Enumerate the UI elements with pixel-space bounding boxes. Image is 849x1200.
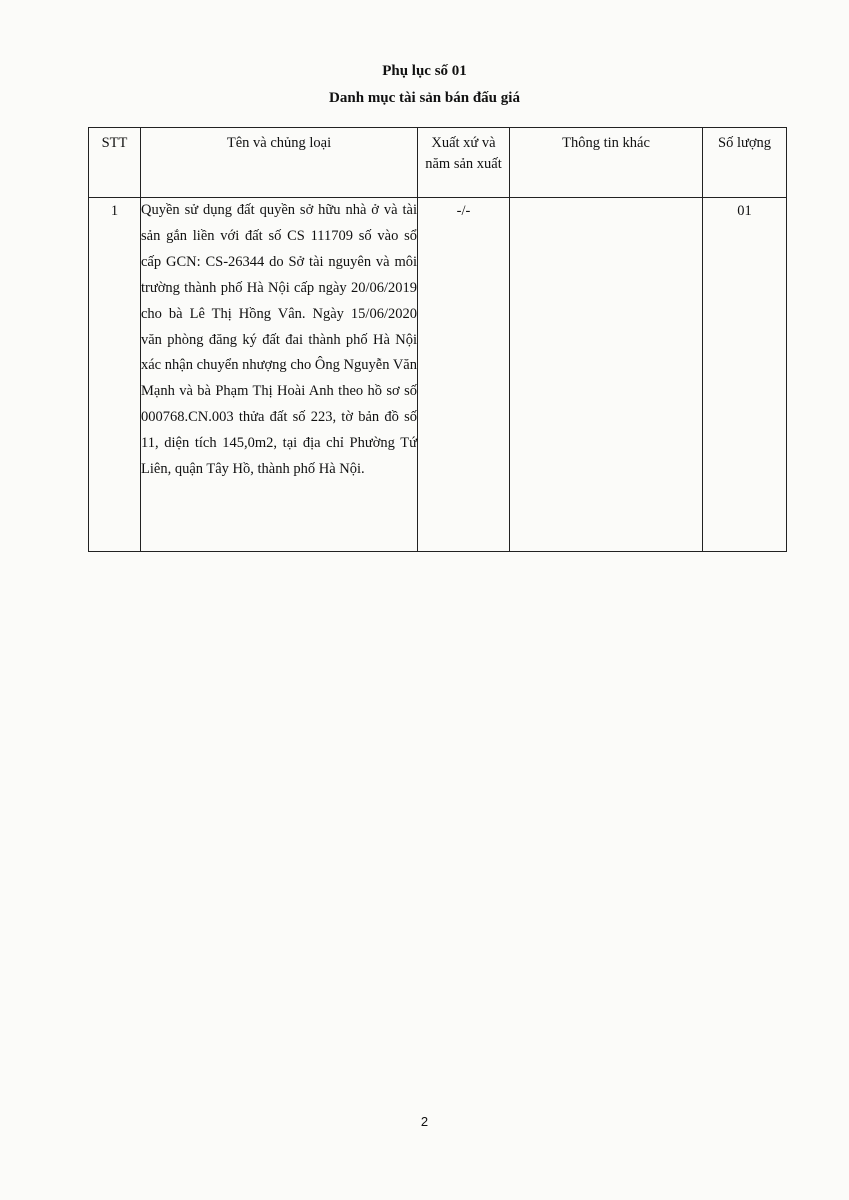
page-number: 2: [420, 1114, 429, 1129]
appendix-subtitle: Danh mục tài sản bán đấu giá: [329, 90, 520, 106]
cell-quantity: 01: [703, 198, 787, 552]
cell-other: [510, 198, 703, 552]
column-header-stt: STT: [89, 128, 141, 198]
cell-name: Quyền sử dụng đất quyền sở hữu nhà ở và tài sản gắn liền với đất số CS 111709 số vào sổ cấp GCN: CS-26344 do Sở tài nguyên và môi trường thành phố Hà Nội cấp ngày 20/06/2019 cho bà Lê Thị Hồng Vân. Ngày 15/06/2020 văn phòng đăng ký đất đai thành phố Hà Nội xác nhận chuyển nhượng cho Ông Nguyễn Văn Mạnh và bà Phạm Thị Hoài Anh theo hồ sơ số 000768.CN.003 thửa đất số 223, tờ bản đồ số 11, diện tích 145,0m2, tại địa chỉ Phường Tứ Liên, quận Tây Hồ, thành phố Hà Nội.: [141, 198, 418, 552]
appendix-title: Phụ lục số 01: [382, 63, 467, 79]
column-header-other: Thông tin khác: [510, 128, 703, 198]
asset-table: [88, 127, 787, 552]
column-header-origin: Xuất xứ và năm sản xuất: [418, 128, 510, 198]
table-row: [89, 198, 787, 552]
cell-stt: 1: [89, 198, 141, 552]
table-header-row: [89, 128, 787, 198]
column-header-quantity: Số lượng: [703, 128, 787, 198]
cell-origin: -/-: [418, 198, 510, 552]
column-header-name: Tên và chủng loại: [141, 128, 418, 198]
